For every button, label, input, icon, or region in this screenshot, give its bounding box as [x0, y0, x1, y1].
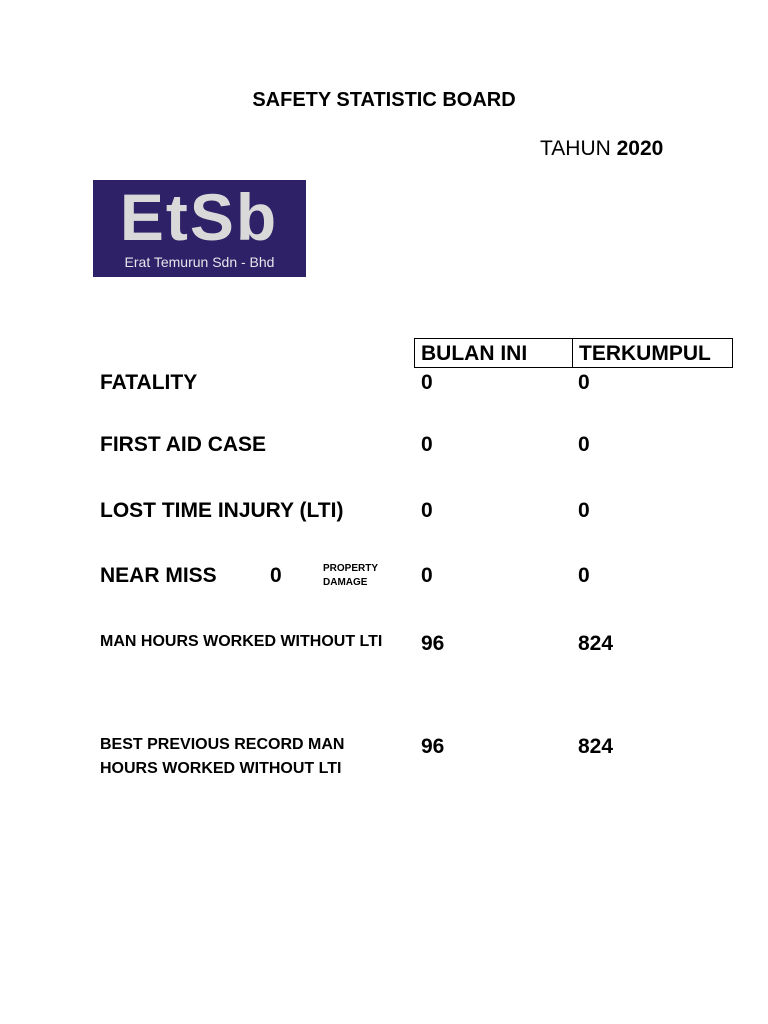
property-damage-bulan-ini: 0 — [421, 564, 433, 587]
column-header-bulan-ini: BULAN INI — [414, 338, 572, 368]
lti-terkumpul: 0 — [578, 499, 590, 522]
year-value: 2020 — [616, 137, 664, 160]
row-label-lost-time-injury: LOST TIME INJURY (LTI) — [100, 499, 344, 522]
year-line — [540, 137, 663, 161]
column-header-terkumpul: TERKUMPUL — [572, 338, 733, 368]
best-record-terkumpul: 824 — [578, 735, 614, 758]
etsb-logo-mark — [99, 184, 299, 248]
first-aid-bulan-ini: 0 — [421, 433, 433, 456]
property-damage-terkumpul: 0 — [578, 564, 590, 587]
year-label: TAHUN — [540, 137, 611, 160]
row-label-best-previous-record: BEST PREVIOUS RECORD MAN HOURS WORKED WITHOUT LTI — [100, 736, 345, 777]
row-label-fatality: FATALITY — [100, 371, 198, 394]
near-miss-value: 0 — [270, 564, 282, 587]
property-damage-label — [323, 562, 378, 590]
logo-mark-text: EtSb — [119, 184, 279, 248]
best-record-bulan-ini: 96 — [421, 735, 445, 758]
man-hours-terkumpul: 824 — [578, 632, 614, 655]
company-name: Erat Temurun Sdn - Bhd — [124, 254, 275, 270]
row-label-man-hours: MAN HOURS WORKED WITHOUT LTI — [100, 633, 383, 650]
fatality-terkumpul: 0 — [578, 371, 590, 394]
row-label-near-miss: NEAR MISS — [100, 564, 217, 587]
page-title: SAFETY STATISTIC BOARD — [252, 89, 516, 111]
man-hours-bulan-ini: 96 — [421, 632, 445, 655]
row-label-first-aid-case: FIRST AID CASE — [100, 433, 267, 456]
lti-bulan-ini: 0 — [421, 499, 433, 522]
first-aid-terkumpul: 0 — [578, 433, 590, 456]
fatality-bulan-ini: 0 — [421, 371, 433, 394]
property-damage-line2: DAMAGE — [323, 577, 368, 588]
property-damage-line1: PROPERTY — [323, 563, 379, 574]
company-logo — [93, 180, 306, 277]
